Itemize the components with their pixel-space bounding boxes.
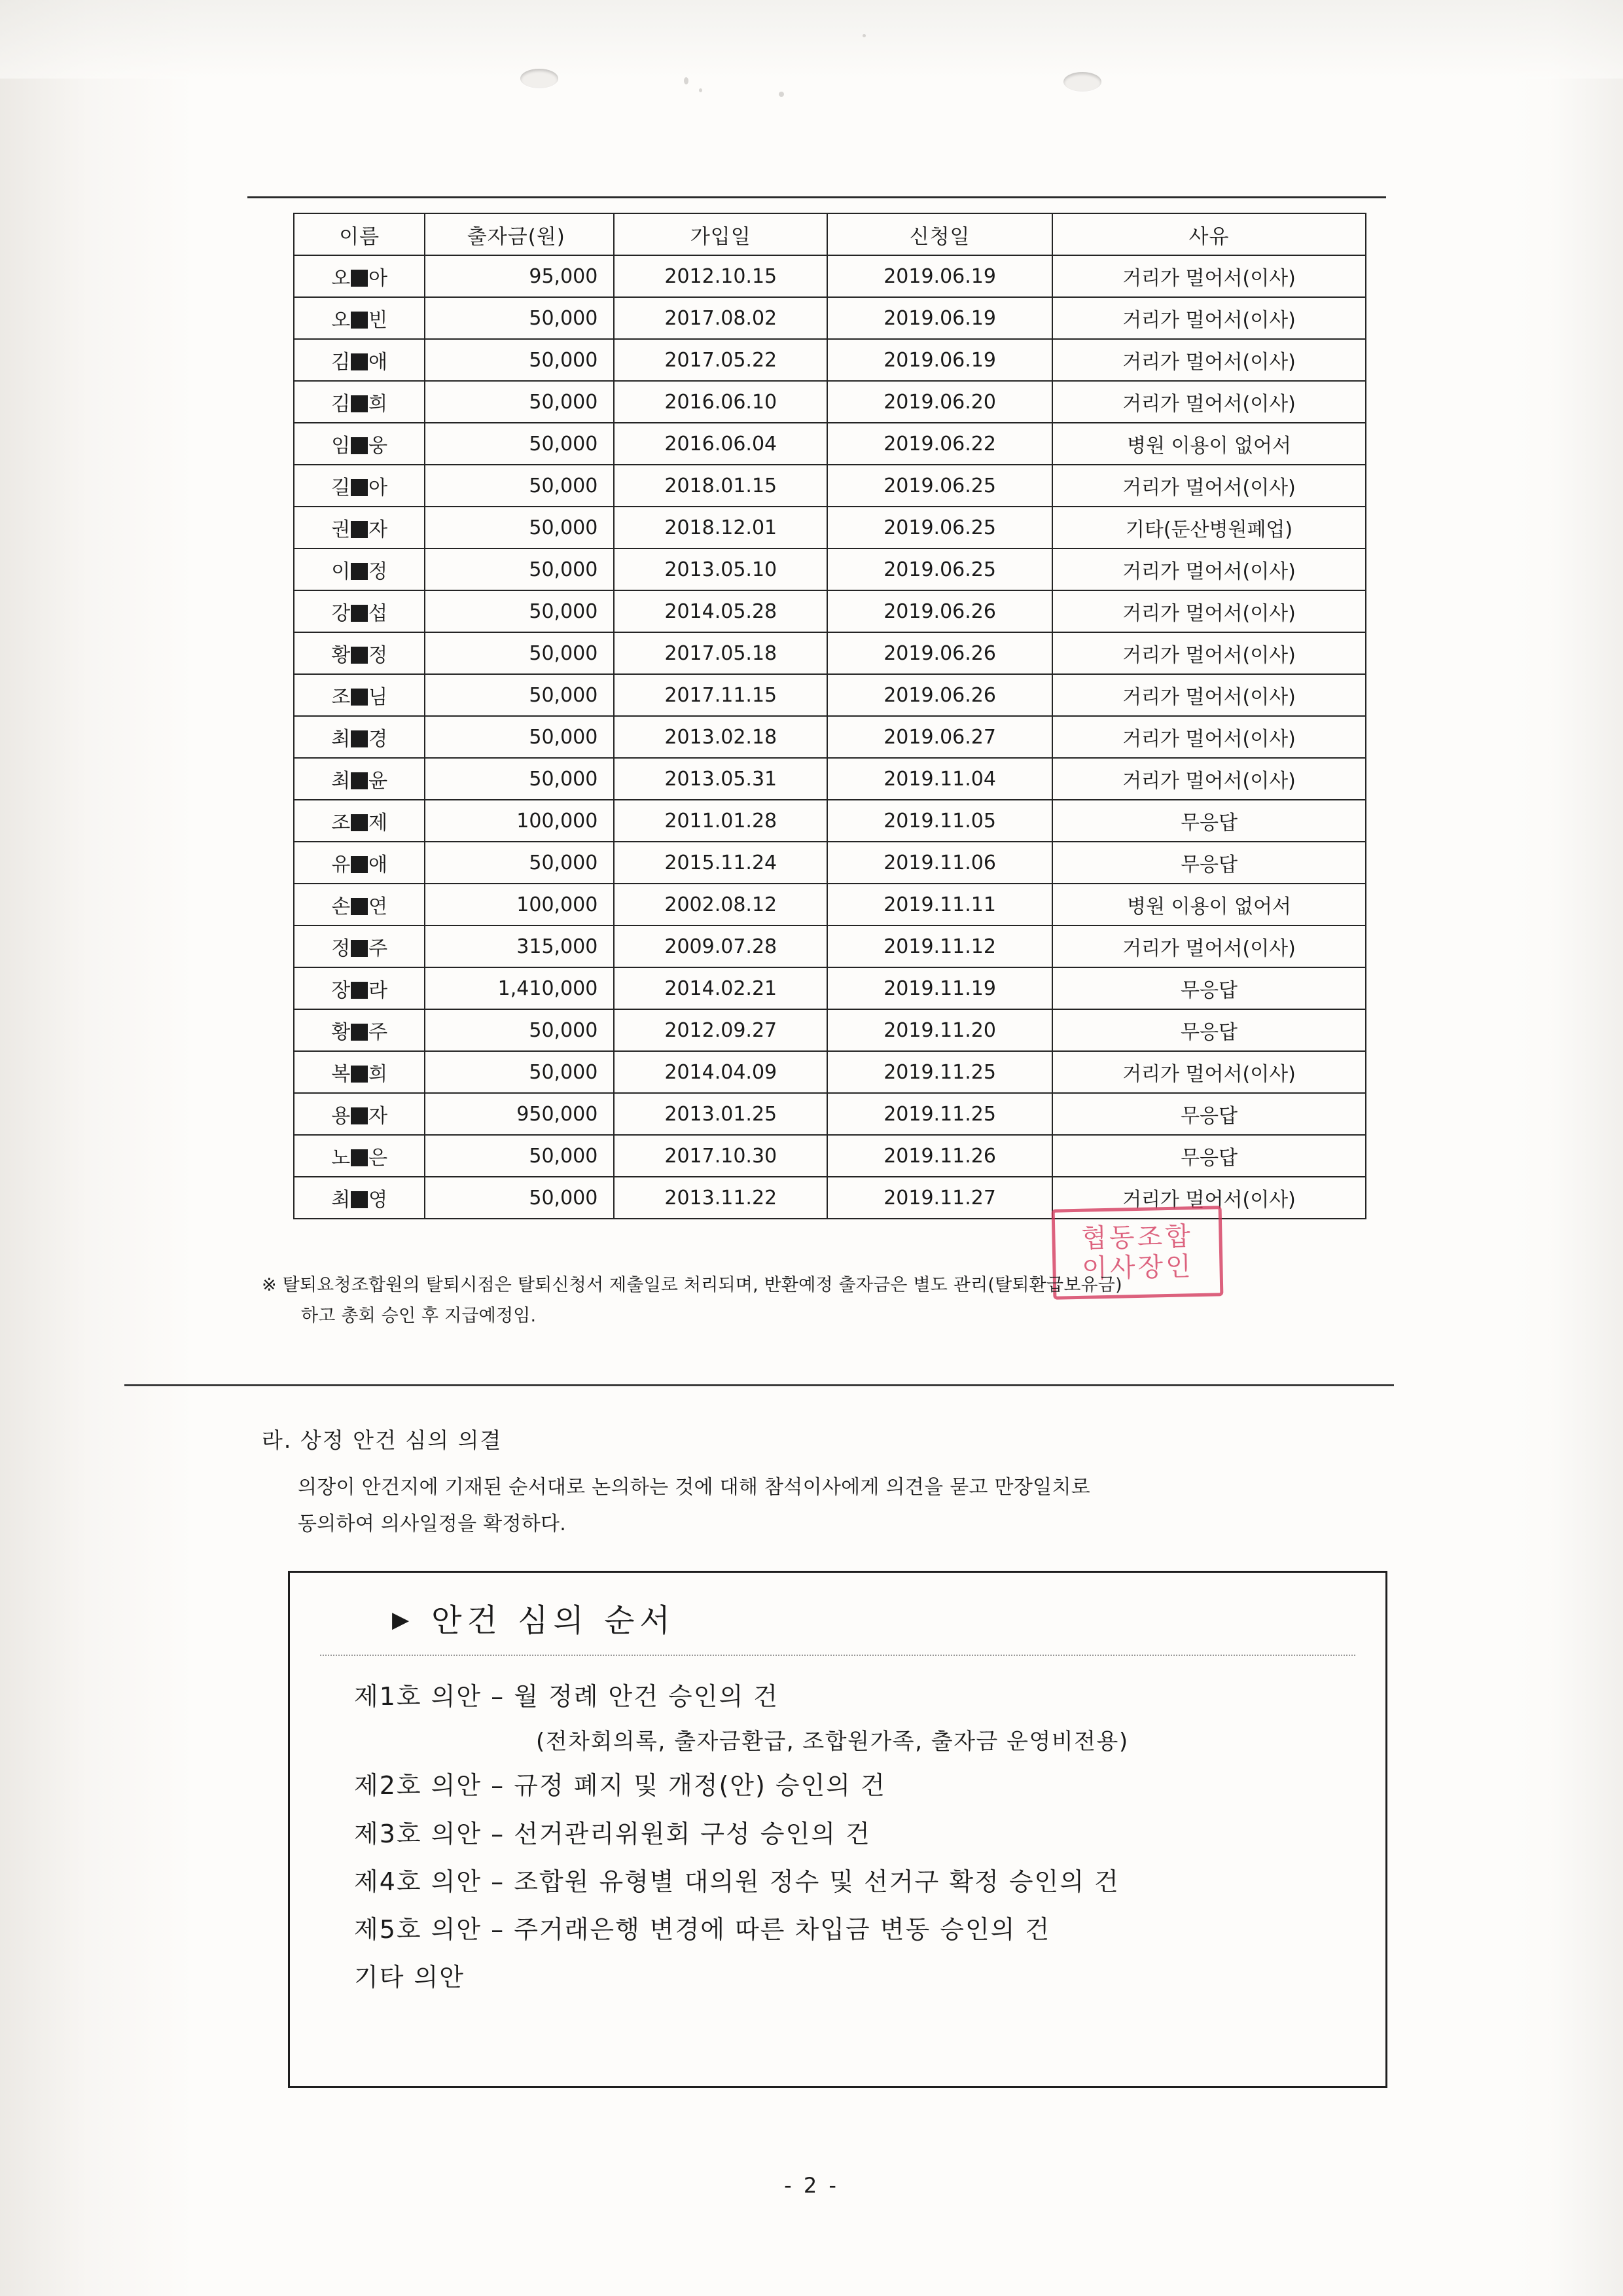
cell-join-date: 2017.08.02 xyxy=(614,297,827,339)
cell-reason: 무응답 xyxy=(1052,800,1366,842)
cell-member-name: 황 주 xyxy=(294,1009,425,1051)
cell-contribution-amount: 100,000 xyxy=(425,800,614,842)
cell-reason: 거리가 멀어서(이사) xyxy=(1052,339,1366,381)
cell-join-date: 2013.02.18 xyxy=(614,716,827,758)
cell-member-name: 강 섭 xyxy=(294,590,425,632)
cell-contribution-amount: 50,000 xyxy=(425,465,614,507)
cell-apply-date: 2019.06.20 xyxy=(827,381,1052,423)
cell-member-name: 오 빈 xyxy=(294,297,425,339)
redaction-block-icon xyxy=(351,437,368,454)
cell-join-date: 2013.05.31 xyxy=(614,758,827,800)
cell-contribution-amount: 50,000 xyxy=(425,1051,614,1093)
table-row xyxy=(294,1051,1366,1093)
cell-reason: 거리가 멀어서(이사) xyxy=(1052,716,1366,758)
scan-edge-shadow-right xyxy=(1505,0,1623,2296)
cell-reason: 거리가 멀어서(이사) xyxy=(1052,1051,1366,1093)
cell-apply-date: 2019.11.12 xyxy=(827,925,1052,967)
column-header-apply-date: 신청일 xyxy=(827,213,1052,255)
cell-join-date: 2016.06.04 xyxy=(614,423,827,465)
cell-reason: 거리가 멀어서(이사) xyxy=(1052,548,1366,590)
redaction-block-icon xyxy=(351,1191,368,1208)
scan-speck xyxy=(863,34,866,37)
cell-reason: 무응답 xyxy=(1052,1009,1366,1051)
table-row xyxy=(294,1135,1366,1177)
agenda-box xyxy=(288,1571,1387,2088)
cell-reason: 거리가 멀어서(이사) xyxy=(1052,632,1366,674)
redaction-block-icon xyxy=(351,814,368,831)
column-header-join-date: 가입일 xyxy=(614,213,827,255)
redaction-block-icon xyxy=(351,270,368,287)
table-row xyxy=(294,1177,1366,1219)
divider-middle xyxy=(124,1384,1394,1386)
cell-reason: 거리가 멀어서(이사) xyxy=(1052,381,1366,423)
cell-member-name: 조 제 xyxy=(294,800,425,842)
cell-contribution-amount: 50,000 xyxy=(425,381,614,423)
table-row xyxy=(294,925,1366,967)
redaction-block-icon xyxy=(351,856,368,873)
cell-apply-date: 2019.06.25 xyxy=(827,465,1052,507)
redaction-block-icon xyxy=(351,353,368,370)
cell-join-date: 2017.11.15 xyxy=(614,674,827,716)
cell-reason: 거리가 멀어서(이사) xyxy=(1052,925,1366,967)
cell-member-name: 김 희 xyxy=(294,381,425,423)
column-header-reason: 사유 xyxy=(1052,213,1366,255)
cell-member-name: 임 웅 xyxy=(294,423,425,465)
cell-contribution-amount: 50,000 xyxy=(425,1009,614,1051)
cell-reason: 거리가 멀어서(이사) xyxy=(1052,255,1366,297)
cell-join-date: 2014.05.28 xyxy=(614,590,827,632)
divider-top xyxy=(247,196,1386,198)
redaction-block-icon xyxy=(351,521,368,538)
agenda-item-6: 기타 의안 xyxy=(354,1963,465,1992)
cell-member-name: 황 정 xyxy=(294,632,425,674)
section-body xyxy=(262,1469,1374,1542)
agenda-title-row xyxy=(320,1595,1355,1656)
triangle-right-icon: ▶ xyxy=(392,1607,415,1633)
cell-contribution-amount: 50,000 xyxy=(425,842,614,884)
scan-speck xyxy=(779,92,784,97)
cell-join-date: 2017.05.18 xyxy=(614,632,827,674)
cell-apply-date: 2019.06.19 xyxy=(827,297,1052,339)
cell-join-date: 2013.01.25 xyxy=(614,1093,827,1135)
cell-member-name: 이 정 xyxy=(294,548,425,590)
redaction-block-icon xyxy=(351,1107,368,1124)
cell-contribution-amount: 50,000 xyxy=(425,716,614,758)
cell-apply-date: 2019.11.04 xyxy=(827,758,1052,800)
cell-apply-date: 2019.06.19 xyxy=(827,339,1052,381)
cell-join-date: 2016.06.10 xyxy=(614,381,827,423)
section-paragraph-1: 의장이 안건지에 기재된 순서대로 논의하는 것에 대해 참석이사에게 의견을 묻고 만장일치로 xyxy=(298,1476,1090,1499)
agenda-item-2: 제2호 의안 – 규정 폐지 및 개정(안) 승인의 건 xyxy=(354,1771,886,1801)
cell-member-name: 김 애 xyxy=(294,339,425,381)
cell-contribution-amount: 50,000 xyxy=(425,548,614,590)
table-header-row xyxy=(294,213,1366,255)
cell-join-date: 2011.01.28 xyxy=(614,800,827,842)
table-row xyxy=(294,423,1366,465)
redaction-block-icon xyxy=(351,982,368,999)
cell-contribution-amount: 50,000 xyxy=(425,1177,614,1219)
table-row xyxy=(294,758,1366,800)
agenda-item-4: 제4호 의안 – 조합원 유형별 대의원 정수 및 선거구 확정 승인의 건 xyxy=(354,1867,1120,1896)
cell-apply-date: 2019.06.25 xyxy=(827,548,1052,590)
cell-apply-date: 2019.06.22 xyxy=(827,423,1052,465)
table-row xyxy=(294,967,1366,1009)
redaction-block-icon xyxy=(351,312,368,329)
table-row xyxy=(294,716,1366,758)
cell-reason: 거리가 멀어서(이사) xyxy=(1052,674,1366,716)
cell-reason: 무응답 xyxy=(1052,1093,1366,1135)
cell-reason: 무응답 xyxy=(1052,842,1366,884)
cell-reason: 병원 이용이 없어서 xyxy=(1052,423,1366,465)
withdrawal-members-table xyxy=(293,213,1366,1219)
table-row xyxy=(294,674,1366,716)
cell-contribution-amount: 50,000 xyxy=(425,632,614,674)
cell-contribution-amount: 315,000 xyxy=(425,925,614,967)
cell-apply-date: 2019.06.19 xyxy=(827,255,1052,297)
cell-join-date: 2013.05.10 xyxy=(614,548,827,590)
table-row xyxy=(294,255,1366,297)
cell-member-name: 손 연 xyxy=(294,884,425,925)
table-footnote xyxy=(262,1270,1374,1332)
cell-member-name: 정 주 xyxy=(294,925,425,967)
cell-apply-date: 2019.06.27 xyxy=(827,716,1052,758)
cell-member-name: 최 영 xyxy=(294,1177,425,1219)
redaction-block-icon xyxy=(351,1149,368,1166)
cell-reason: 거리가 멀어서(이사) xyxy=(1052,297,1366,339)
redaction-block-icon xyxy=(351,689,368,706)
cell-apply-date: 2019.11.26 xyxy=(827,1135,1052,1177)
cell-join-date: 2012.10.15 xyxy=(614,255,827,297)
cell-apply-date: 2019.11.25 xyxy=(827,1093,1052,1135)
table-row xyxy=(294,590,1366,632)
redaction-block-icon xyxy=(351,898,368,915)
cell-contribution-amount: 50,000 xyxy=(425,507,614,548)
cell-apply-date: 2019.06.26 xyxy=(827,590,1052,632)
column-header-name: 이름 xyxy=(294,213,425,255)
cell-member-name: 장 라 xyxy=(294,967,425,1009)
cell-member-name: 용 자 xyxy=(294,1093,425,1135)
stamp-line-1: 협동조합 xyxy=(1080,1221,1194,1254)
table-row xyxy=(294,507,1366,548)
cell-join-date: 2018.01.15 xyxy=(614,465,827,507)
cell-reason: 거리가 멀어서(이사) xyxy=(1052,758,1366,800)
cell-member-name: 최 윤 xyxy=(294,758,425,800)
cell-contribution-amount: 50,000 xyxy=(425,423,614,465)
cell-member-name: 조 님 xyxy=(294,674,425,716)
cell-join-date: 2015.11.24 xyxy=(614,842,827,884)
cell-contribution-amount: 50,000 xyxy=(425,590,614,632)
cell-member-name: 유 애 xyxy=(294,842,425,884)
cell-join-date: 2018.12.01 xyxy=(614,507,827,548)
cell-contribution-amount: 1,410,000 xyxy=(425,967,614,1009)
cell-contribution-amount: 950,000 xyxy=(425,1093,614,1135)
cell-join-date: 2002.08.12 xyxy=(614,884,827,925)
cell-apply-date: 2019.11.25 xyxy=(827,1051,1052,1093)
table-row xyxy=(294,381,1366,423)
table-row xyxy=(294,842,1366,884)
cell-reason: 무응답 xyxy=(1052,967,1366,1009)
cell-join-date: 2009.07.28 xyxy=(614,925,827,967)
agenda-item-1: 제1호 의안 – 월 정례 안건 승인의 건 xyxy=(354,1682,779,1711)
cell-contribution-amount: 50,000 xyxy=(425,339,614,381)
cell-contribution-amount: 50,000 xyxy=(425,1135,614,1177)
cell-join-date: 2012.09.27 xyxy=(614,1009,827,1051)
cell-reason: 기타(둔산병원폐업) xyxy=(1052,507,1366,548)
redaction-block-icon xyxy=(351,647,368,664)
cell-apply-date: 2019.11.05 xyxy=(827,800,1052,842)
redaction-block-icon xyxy=(351,1024,368,1041)
cell-member-name: 길 아 xyxy=(294,465,425,507)
table-row xyxy=(294,800,1366,842)
cell-apply-date: 2019.06.26 xyxy=(827,674,1052,716)
cell-contribution-amount: 95,000 xyxy=(425,255,614,297)
cell-apply-date: 2019.11.06 xyxy=(827,842,1052,884)
redaction-block-icon xyxy=(351,395,368,412)
cell-apply-date: 2019.11.27 xyxy=(827,1177,1052,1219)
cell-member-name: 오 아 xyxy=(294,255,425,297)
cell-contribution-amount: 100,000 xyxy=(425,884,614,925)
redaction-block-icon xyxy=(351,772,368,789)
table-row xyxy=(294,632,1366,674)
redaction-block-icon xyxy=(351,730,368,747)
cell-reason: 거리가 멀어서(이사) xyxy=(1052,465,1366,507)
redaction-block-icon xyxy=(351,479,368,496)
redaction-block-icon xyxy=(351,940,368,957)
scan-edge-shadow-left xyxy=(0,0,196,2296)
column-header-amount: 출자금(원) xyxy=(425,213,614,255)
agenda-item-1-sub: (전차회의록, 출자금환급, 조합원가족, 출자금 운영비전용) xyxy=(536,1729,1129,1755)
cell-reason: 무응답 xyxy=(1052,1135,1366,1177)
redaction-block-icon xyxy=(351,1066,368,1083)
scan-speck xyxy=(699,88,702,92)
cell-contribution-amount: 50,000 xyxy=(425,758,614,800)
cell-join-date: 2014.04.09 xyxy=(614,1051,827,1093)
footnote-line-2: 하고 총회 승인 후 지급예정임. xyxy=(301,1306,537,1327)
page-number: - 2 - xyxy=(784,2173,839,2198)
table-row xyxy=(294,548,1366,590)
redaction-block-icon xyxy=(351,605,368,622)
table-row xyxy=(294,1009,1366,1051)
cell-member-name: 복 희 xyxy=(294,1051,425,1093)
scan-edge-shadow-top xyxy=(0,0,1623,79)
cell-reason: 병원 이용이 없어서 xyxy=(1052,884,1366,925)
cell-join-date: 2017.10.30 xyxy=(614,1135,827,1177)
cell-reason: 거리가 멀어서(이사) xyxy=(1052,590,1366,632)
agenda-title-text: 안건 심의 순서 xyxy=(431,1602,675,1639)
cell-apply-date: 2019.11.19 xyxy=(827,967,1052,1009)
stamp-line-2: 이사장인 xyxy=(1081,1251,1194,1284)
punch-hole-icon xyxy=(1063,72,1101,92)
footnote-line-1: ※ 탈퇴요청조합원의 탈퇴시점은 탈퇴신청서 제출일로 처리되며, 반환예정 출자금은 별도 관리(탈퇴환급보유금) xyxy=(262,1275,1122,1295)
cell-apply-date: 2019.11.11 xyxy=(827,884,1052,925)
cell-apply-date: 2019.06.25 xyxy=(827,507,1052,548)
cell-apply-date: 2019.06.26 xyxy=(827,632,1052,674)
cell-reason: 거리가 멀어서(이사) xyxy=(1052,1177,1366,1219)
cell-member-name: 최 경 xyxy=(294,716,425,758)
agenda-item-3: 제3호 의안 – 선거관리위원회 구성 승인의 건 xyxy=(354,1819,871,1848)
cell-contribution-amount: 50,000 xyxy=(425,674,614,716)
table-row xyxy=(294,297,1366,339)
punch-hole-icon xyxy=(520,69,558,88)
cell-join-date: 2014.02.21 xyxy=(614,967,827,1009)
table-row xyxy=(294,1093,1366,1135)
agenda-item-5: 제5호 의안 – 주거래은행 변경에 따른 차입금 변동 승인의 건 xyxy=(354,1915,1051,1945)
cell-join-date: 2017.05.22 xyxy=(614,339,827,381)
cell-member-name: 노 은 xyxy=(294,1135,425,1177)
section-paragraph-2: 동의하여 의사일정을 확정하다. xyxy=(298,1512,567,1535)
scan-speck xyxy=(684,77,688,84)
section-heading: 라. 상정 안건 심의 의결 xyxy=(262,1427,503,1453)
cell-apply-date: 2019.11.20 xyxy=(827,1009,1052,1051)
table-row xyxy=(294,884,1366,925)
cell-contribution-amount: 50,000 xyxy=(425,297,614,339)
table-row xyxy=(294,465,1366,507)
redaction-block-icon xyxy=(351,563,368,580)
table-row xyxy=(294,339,1366,381)
cell-join-date: 2013.11.22 xyxy=(614,1177,827,1219)
cell-member-name: 권 자 xyxy=(294,507,425,548)
